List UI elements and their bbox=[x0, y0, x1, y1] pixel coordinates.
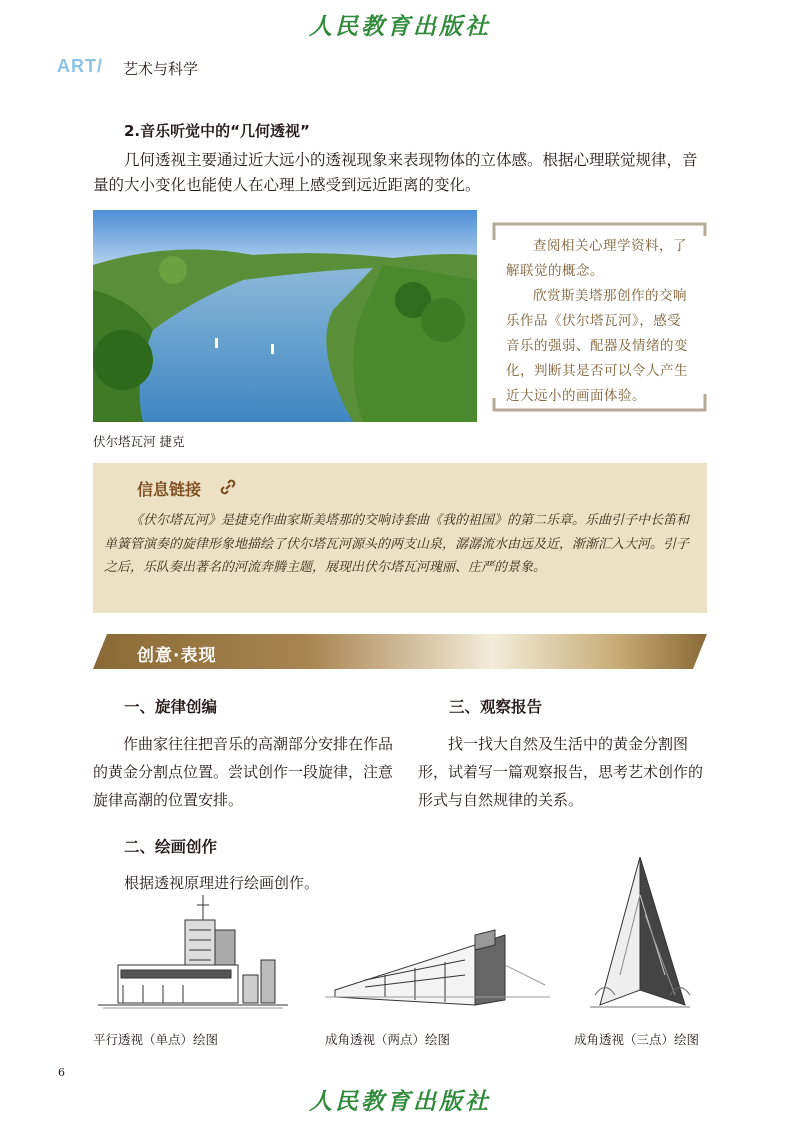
publisher-logo-bottom: 人民教育出版社 bbox=[309, 1088, 491, 1115]
banner-title: 创意·表现 bbox=[137, 646, 217, 666]
section-paragraph: 几何透视主要通过近大远小的透视现象来表现物体的立体感。根据心理联觉规律，音量的大小变化也能使人在心理上感受到远近距离的变化。 bbox=[93, 151, 698, 194]
task1-body: 作曲家往往把音乐的高潮部分安排在作品的黄金分割点位置。尝试创作一段旋律，注意旋律高潮的位置安排。 bbox=[93, 735, 394, 809]
three-point-sketch bbox=[585, 855, 695, 1019]
river-photo bbox=[93, 210, 477, 422]
note-text bbox=[506, 234, 704, 409]
note-line: 化，判断其是否可以令人产生 bbox=[506, 363, 688, 379]
publisher-logo-top: 人民教育出版社 bbox=[309, 13, 491, 40]
task2-body: 根据透视原理进行绘画创作。 bbox=[124, 874, 320, 892]
note-line: 音乐的强弱、配器及情绪的变 bbox=[506, 338, 688, 354]
note-line: 近大远小的画面体验。 bbox=[506, 388, 646, 404]
photo-caption: 伏尔塔瓦河 捷克 bbox=[93, 434, 185, 449]
one-point-sketch bbox=[93, 890, 293, 1024]
task1-title: 一、旋律创编 bbox=[124, 698, 218, 716]
note-line: 乐作品《伏尔塔瓦河》，感受 bbox=[506, 313, 682, 329]
note-line: 解联觉的概念。 bbox=[506, 263, 604, 279]
task2-title: 二、绘画创作 bbox=[124, 838, 218, 856]
caption-three-point: 成角透视（三点）绘图 bbox=[574, 1032, 700, 1047]
note-line: 欣赏斯美塔那创作的交响 bbox=[533, 288, 687, 304]
caption-one-point: 平行透视（单点）绘图 bbox=[93, 1032, 219, 1047]
header-art-label: ART/ bbox=[57, 56, 103, 76]
section-title: 2.音乐听觉中的“几何透视” bbox=[124, 122, 310, 140]
caption-two-point: 成角透视（两点）绘图 bbox=[325, 1032, 451, 1047]
info-title: 信息链接 bbox=[137, 480, 202, 499]
two-point-sketch bbox=[325, 925, 550, 1024]
note-line: 查阅相关心理学资料，了 bbox=[533, 238, 687, 254]
page-number: 6 bbox=[58, 1066, 65, 1079]
info-text: 《伏尔塔瓦河》是捷克作曲家斯美塔那的交响诗套曲《我的祖国》的第二乐章。乐曲引子中长笛和单簧管演奏的旋律形象地描绘了伏尔塔瓦河源头的两支山泉，潺潺流水由远及近，渐渐汇入大河。引子之后，乐队奏出著名的河流奔腾主题，展现出伏尔塔瓦河瑰丽、庄严的景象。 bbox=[104, 513, 690, 575]
link-icon bbox=[218, 477, 238, 501]
task3-body: 找一找大自然及生活中的黄金分割图形，试着写一篇观察报告，思考艺术创作的形式与自然规律的关系。 bbox=[418, 735, 704, 809]
task3-title: 三、观察报告 bbox=[449, 698, 543, 716]
header-subtitle: 艺术与科学 bbox=[123, 60, 199, 78]
